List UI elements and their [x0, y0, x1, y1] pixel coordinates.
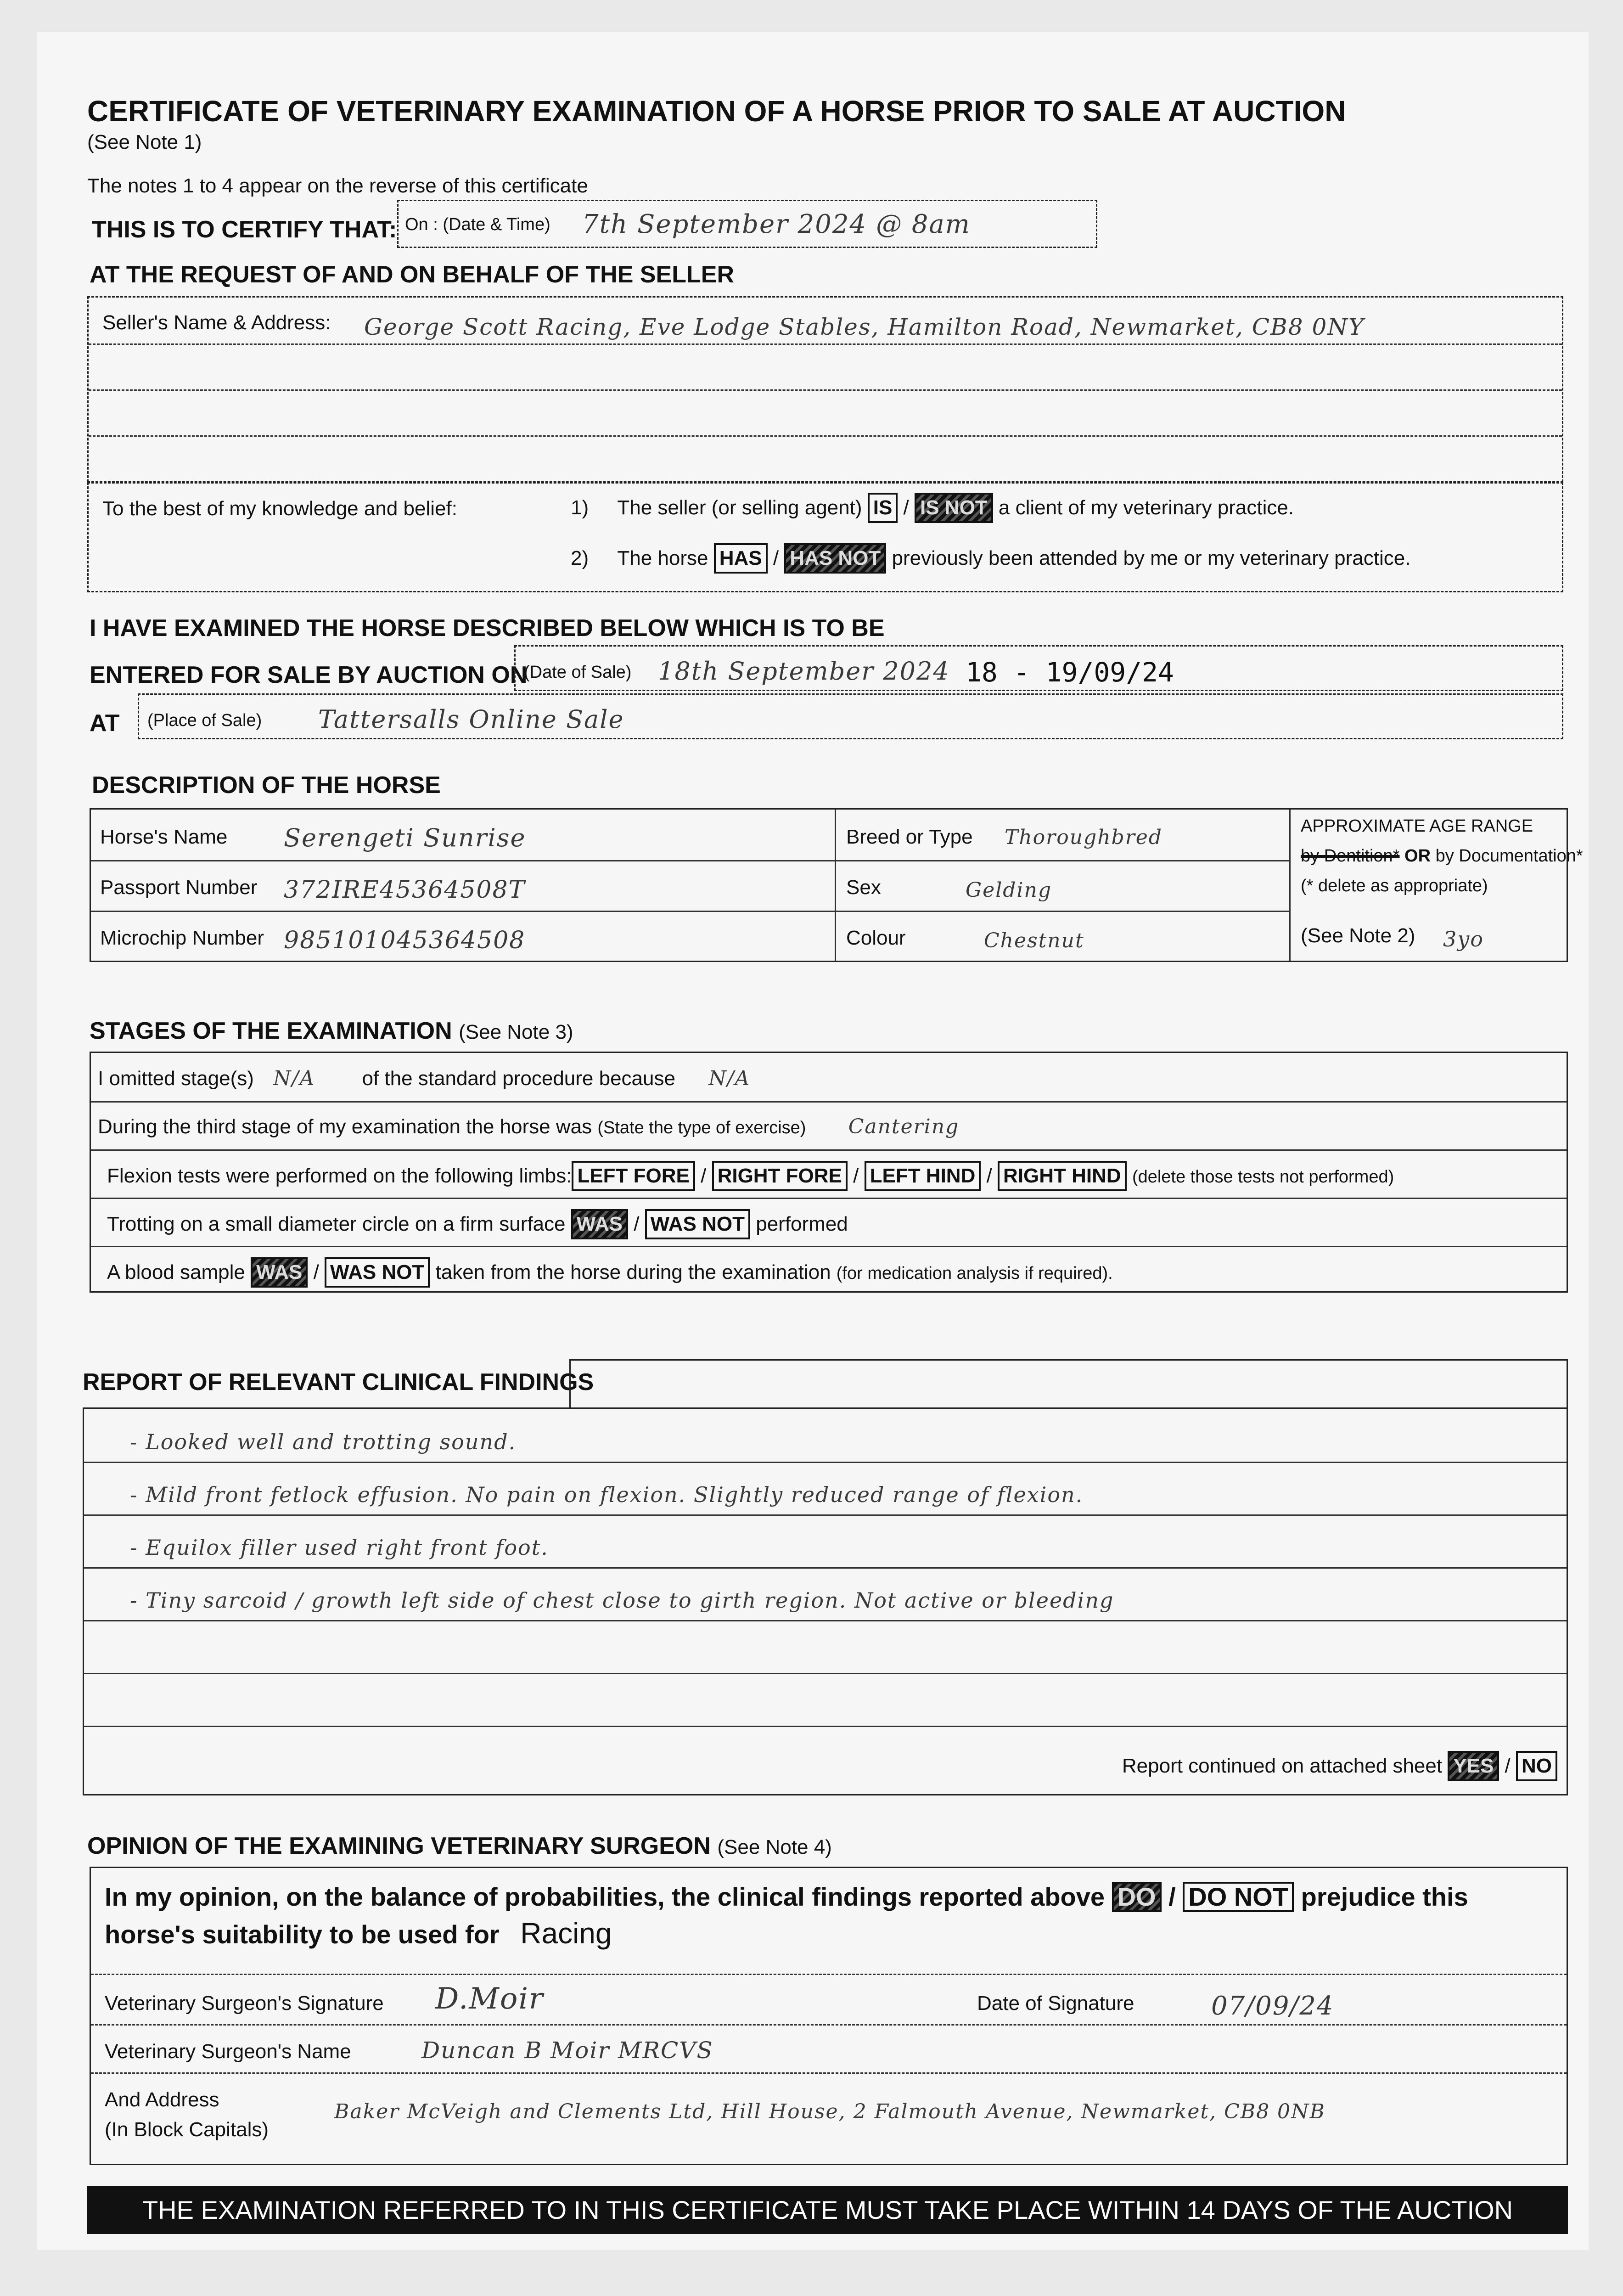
blood-label: A blood sample — [107, 1261, 245, 1283]
colour-value: Chestnut — [984, 929, 1084, 952]
opinion-heading-text: OPINION OF THE EXAMINING VETERINARY SURGEON — [87, 1833, 711, 1859]
findings-heading: REPORT OF RELEVANT CLINICAL FINDINGS — [83, 1369, 594, 1396]
certify-label: THIS IS TO CERTIFY THAT: — [92, 216, 397, 243]
findings-line — [84, 1514, 1567, 1516]
q2-text-post: previously been attended by me or my veterinary practice. — [892, 547, 1411, 569]
opinion-box — [90, 1867, 1568, 2165]
belief-box — [87, 482, 1563, 592]
question-1: 1) The seller (or selling agent) IS / IS NOT a client of my veterinary practice. — [571, 493, 1294, 523]
seller-heading: AT THE REQUEST OF AND ON BEHALF OF THE SELLER — [90, 261, 734, 288]
sale-date-handwritten: 18th September 2024 — [658, 657, 950, 686]
vet-name-value: Duncan B Moir MRCVS — [421, 2037, 713, 2064]
finding-line-2: - Mild front fetlock effusion. No pain on flexion. Slightly reduced range of flexion. — [130, 1482, 1084, 1507]
finding-line-3: - Equilox filler used right front foot. — [130, 1535, 549, 1560]
blood-option-was[interactable]: WAS — [251, 1257, 308, 1288]
q2-option-has[interactable]: HAS — [714, 543, 768, 574]
opinion-divider — [91, 1974, 1567, 1975]
finding-line-1: - Looked well and trotting sound. — [130, 1429, 517, 1454]
seller-line — [89, 435, 1562, 437]
flexion-left-hind[interactable]: LEFT HIND — [865, 1161, 981, 1191]
colour-label: Colour — [846, 927, 906, 949]
trotting-option-was[interactable]: WAS — [571, 1209, 628, 1239]
table-row-line — [91, 911, 1289, 912]
finding-line-4: - Tiny sarcoid / growth left side of chest close to girth region. Not active or bleeding — [130, 1588, 1114, 1613]
age-delete-note: (* delete as appropriate) — [1301, 876, 1488, 895]
certificate-title: CERTIFICATE OF VETERINARY EXAMINATION OF A HORSE PRIOR TO SALE AT AUCTION — [87, 95, 1346, 128]
sale-place-value: Tattersalls Online Sale — [318, 705, 624, 734]
findings-heading-box — [569, 1359, 1568, 1407]
age-or: OR — [1404, 846, 1431, 866]
opinion-heading — [87, 1832, 832, 1860]
microchip-value: 985101045364508 — [284, 927, 526, 954]
flexion-note: (delete those tests not performed) — [1132, 1167, 1394, 1187]
sale-at-label: AT — [90, 710, 120, 737]
sale-date-label: (Date of Sale) — [524, 663, 632, 682]
third-stage-label: During the third stage of my examination the horse was — [98, 1115, 592, 1138]
sex-label: Sex — [846, 876, 881, 899]
stages-heading — [90, 1017, 573, 1045]
findings-line — [84, 1567, 1567, 1569]
table-divider — [1289, 810, 1291, 961]
vet-name-label: Veterinary Surgeon's Name — [105, 2040, 351, 2063]
signature-label: Veterinary Surgeon's Signature — [105, 1992, 384, 2015]
opinion-line-1: In my opinion, on the balance of probabilities, the clinical findings reported above DO / DO NOT prejudice this — [105, 1882, 1468, 1911]
sale-date-typed: 18 - 19/09/24 — [966, 657, 1174, 688]
belief-label: To the best of my knowledge and belief: — [102, 497, 457, 520]
because-value: N/A — [708, 1067, 751, 1090]
q1-text: The seller (or selling agent) — [617, 496, 862, 519]
certificate-page — [37, 32, 1589, 2250]
q2-number: 2) — [571, 547, 589, 569]
q1-number: 1) — [571, 496, 589, 519]
q2-text: The horse — [617, 547, 708, 569]
passport-label: Passport Number — [100, 876, 258, 899]
trotting-post: performed — [756, 1213, 848, 1235]
opinion-suitability: horse's suitability to be used for — [105, 1920, 500, 1949]
question-2: 2) The horse HAS / HAS NOT previously been attended by me or my veterinary practice. — [571, 543, 1410, 574]
q1-option-is-not[interactable]: IS NOT — [915, 493, 993, 523]
sale-date-box — [514, 645, 1563, 691]
passport-value: 372IRE45364508T — [284, 876, 526, 904]
stages-row-line — [91, 1198, 1567, 1199]
q1-option-is[interactable]: IS — [868, 493, 898, 523]
findings-line — [84, 1726, 1567, 1727]
continued-label: Report continued on attached sheet — [1122, 1755, 1443, 1777]
opinion-divider — [91, 2024, 1567, 2026]
findings-line — [84, 1673, 1567, 1674]
microchip-label: Microchip Number — [100, 927, 264, 949]
horse-name-value: Serengeti Sunrise — [284, 823, 526, 852]
continued-option-yes[interactable]: YES — [1448, 1751, 1499, 1781]
stages-table — [90, 1052, 1568, 1293]
horse-name-label: Horse's Name — [100, 826, 228, 848]
third-stage-note: (State the type of exercise) — [597, 1118, 806, 1137]
flexion-label: Flexion tests were performed on the following limbs: — [107, 1165, 572, 1187]
q2-option-has-not[interactable]: HAS NOT — [784, 543, 886, 574]
opinion-line-2 — [105, 1916, 612, 1950]
stages-row-line — [91, 1149, 1567, 1151]
flexion-row: Flexion tests were performed on the following limbs: LEFT FORE / RIGHT FORE / LEFT HIND / RIGHT HIND (delete those tests not performed) — [107, 1161, 1394, 1191]
omit-value: N/A — [273, 1067, 315, 1090]
findings-line — [84, 1620, 1567, 1621]
see-note-1: (See Note 1) — [87, 131, 202, 153]
description-heading: DESCRIPTION OF THE HORSE — [92, 772, 441, 799]
opinion-option-do[interactable]: DO — [1112, 1882, 1162, 1912]
breed-label: Breed or Type — [846, 826, 973, 848]
address-label: And Address — [105, 2088, 219, 2111]
blood-sample-row: A blood sample WAS / WAS NOT taken from the horse during the examination (for medication analysis if required). — [107, 1257, 1113, 1288]
opinion-option-do-not[interactable]: DO NOT — [1183, 1882, 1294, 1912]
opinion-divider — [91, 2072, 1567, 2074]
on-date-value: 7th September 2024 @ 8am — [582, 209, 971, 239]
opinion-heading-note: (See Note 4) — [717, 1836, 832, 1858]
sex-value: Gelding — [966, 878, 1052, 902]
opinion-use-value: Racing — [520, 1917, 612, 1950]
signature-value: D.Moir — [435, 1982, 544, 2016]
continued-option-no[interactable]: NO — [1516, 1751, 1557, 1781]
sale-place-label: (Place of Sale) — [147, 711, 262, 730]
signature-date-label: Date of Signature — [977, 1992, 1134, 2015]
seller-name-box — [87, 296, 1563, 482]
sale-heading-1: I HAVE EXAMINED THE HORSE DESCRIBED BELOW WHICH IS TO BE — [90, 615, 885, 642]
address-label-caps: (In Block Capitals) — [105, 2118, 269, 2141]
opinion-text-post: prejudice this — [1301, 1882, 1468, 1911]
seller-name-value: George Scott Racing, Eve Lodge Stables, Hamilton Road, Newmarket, CB8 0NY — [364, 314, 1365, 340]
third-stage-value: Cantering — [848, 1115, 960, 1138]
certify-date-box — [397, 200, 1097, 248]
age-by-documentation[interactable]: by Documentation* — [1435, 846, 1583, 866]
omit-label: I omitted stage(s) — [98, 1067, 254, 1090]
blood-option-was-not[interactable]: WAS NOT — [325, 1257, 430, 1288]
findings-box — [83, 1407, 1568, 1795]
sale-heading-2: ENTERED FOR SALE BY AUCTION ON — [90, 662, 528, 688]
because-label: of the standard procedure because — [362, 1067, 675, 1090]
stage-omitted-row — [98, 1067, 750, 1090]
third-stage-row — [98, 1115, 959, 1138]
opinion-text: In my opinion, on the balance of probabilities, the clinical findings reported above — [105, 1882, 1105, 1911]
seller-name-label: Seller's Name & Address: — [102, 311, 331, 334]
flexion-right-fore[interactable]: RIGHT FORE — [712, 1161, 848, 1191]
on-date-label: On : (Date & Time) — [405, 215, 550, 234]
age-method — [1301, 846, 1583, 866]
q1-text-post: a client of my veterinary practice. — [998, 496, 1294, 519]
stages-row-line — [91, 1246, 1567, 1247]
trotting-option-was-not[interactable]: WAS NOT — [645, 1209, 750, 1239]
stages-heading-note: (See Note 3) — [459, 1021, 573, 1043]
flexion-left-fore[interactable]: LEFT FORE — [572, 1161, 695, 1191]
footer-banner: THE EXAMINATION REFERRED TO IN THIS CERTIFICATE MUST TAKE PLACE WITHIN 14 DAYS OF THE AUCTION — [87, 2186, 1568, 2234]
signature-date-value: 07/09/24 — [1211, 1991, 1334, 2021]
findings-line — [84, 1462, 1567, 1463]
table-row-line — [91, 860, 1289, 861]
age-see-note-2: (See Note 2) — [1301, 924, 1415, 947]
age-by-dentition[interactable]: by Dentition* — [1301, 846, 1400, 866]
seller-line — [89, 389, 1562, 391]
breed-value: Thoroughbred — [1005, 826, 1162, 849]
continued-row: Report continued on attached sheet YES / NO — [1122, 1751, 1557, 1781]
stages-row-line — [91, 1101, 1567, 1103]
blood-note: (for medication analysis if required). — [836, 1264, 1113, 1283]
table-divider — [835, 810, 836, 961]
address-value: Baker McVeigh and Clements Ltd, Hill House, 2 Falmouth Avenue, Newmarket, CB8 0NB — [334, 2100, 1325, 2123]
age-heading: APPROXIMATE AGE RANGE — [1301, 816, 1533, 836]
notes-text: The notes 1 to 4 appear on the reverse of this certificate — [87, 174, 588, 197]
description-table — [90, 808, 1583, 962]
sale-place-box — [138, 693, 1563, 739]
age-value: 3yo — [1443, 927, 1484, 951]
trotting-label: Trotting on a small diameter circle on a firm surface — [107, 1213, 566, 1235]
flexion-right-hind[interactable]: RIGHT HIND — [998, 1161, 1127, 1191]
trotting-row: Trotting on a small diameter circle on a firm surface WAS / WAS NOT performed — [107, 1209, 848, 1239]
blood-post: taken from the horse during the examination — [435, 1261, 831, 1283]
stages-heading-text: STAGES OF THE EXAMINATION — [90, 1018, 452, 1044]
seller-line — [89, 343, 1562, 345]
